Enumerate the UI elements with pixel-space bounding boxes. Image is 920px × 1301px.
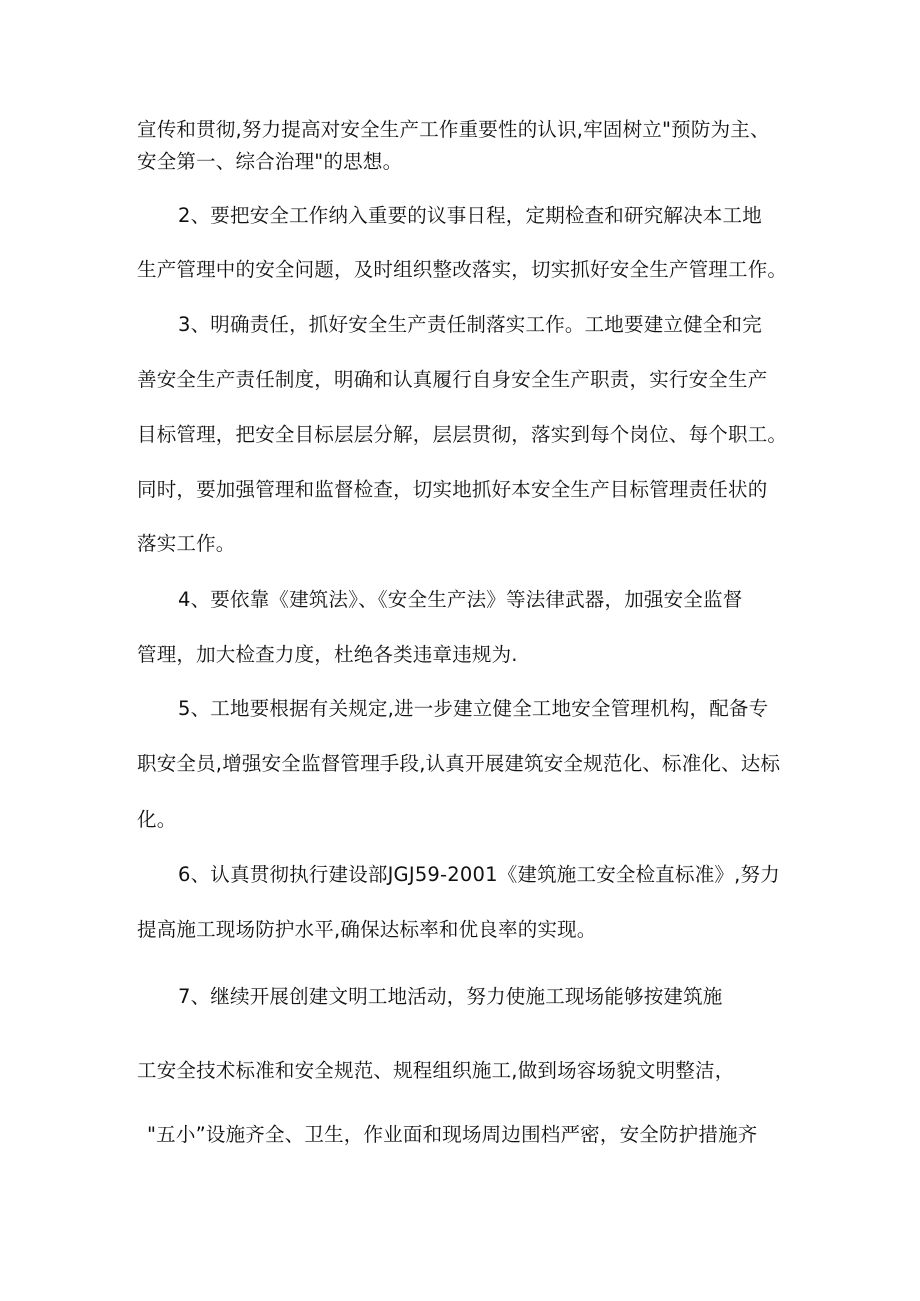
text-line-15: 6、认真贯彻执行建设部JGJ59-2001《建筑施工安全检直标准》,努力 bbox=[178, 863, 780, 886]
text-line-12: 5、工地要根据有关规定,进一步建立健全工地安全管理机构，配备专 bbox=[178, 697, 769, 720]
text-line-6: 善安全生产责任制度，明确和认真履行自身安全生产职责，实行安全生产 bbox=[137, 368, 768, 391]
text-line-14: 化。 bbox=[137, 808, 177, 831]
text-line-5: 3、明确责任，抓好安全生产责任制落实工作。工地要建立健全和完 bbox=[178, 313, 762, 336]
text-line-16: 提高施工现场防护水平,确保达标率和优良率的实现。 bbox=[137, 918, 597, 941]
text-line-8: 同时，要加强管理和监督检查，切实地抓好本安全生产目标管理责任状的 bbox=[137, 478, 768, 501]
text-line-2: 安全第一、综合治理"的思想。 bbox=[137, 150, 403, 173]
text-line-1: 宣传和贯彻,努力提高对安全生产工作重要性的认识,牢固树立"预防为主、 bbox=[137, 118, 770, 141]
text-line-11: 管理，加大检查力度，杜绝各类违章违规为. bbox=[137, 643, 518, 666]
text-line-13: 职安全员,增强安全监督管理手段,认真开展建筑安全规范化、标准化、达标 bbox=[137, 752, 781, 775]
text-line-10: 4、要依靠《建筑法》、《安全生产法》等法律武器，加强安全监督 bbox=[178, 588, 743, 611]
text-line-19: "五小”设施齐全、卫生，作业面和现场周边围档严密，安全防护措施齐 bbox=[147, 1123, 758, 1146]
text-line-18: 工安全技术标准和安全规范、规程组织施工,做到场容场貌文明整洁， bbox=[137, 1059, 735, 1082]
text-line-3: 2、要把安全工作纳入重要的议事日程，定期检查和研究解决本工地 bbox=[178, 204, 762, 227]
text-line-4: 生产管理中的安全问题，及时组织整改落实，切实抓好安全生产管理工作。 bbox=[137, 258, 788, 281]
text-line-17: 7、继续开展创建文明工地活动，努力使施工现场能够按建筑施 bbox=[178, 985, 723, 1008]
text-line-9: 落实工作。 bbox=[137, 532, 236, 555]
text-line-7: 目标管理，把安全目标层层分解，层层贯彻，落实到每个岗位、每个职工。 bbox=[137, 423, 788, 446]
